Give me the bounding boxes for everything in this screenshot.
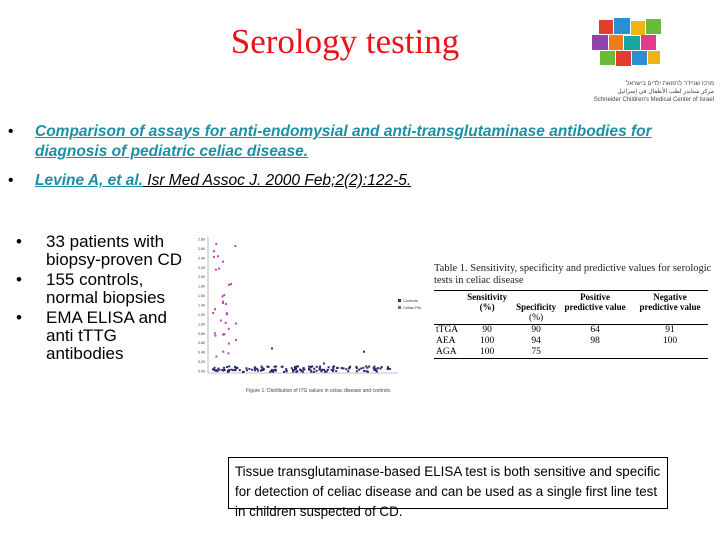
- control-point: [373, 366, 375, 368]
- control-point: [271, 347, 273, 349]
- celiac-point: [222, 261, 224, 263]
- celiac-point: [215, 243, 217, 245]
- table-caption: Table 1. Sensitivity, specificity and predictive values for serologic tests in celiac disease: [434, 263, 712, 286]
- celiac-point: [213, 250, 215, 252]
- celiac-point: [223, 333, 225, 335]
- celiac-point: [215, 269, 217, 271]
- control-point: [336, 367, 338, 369]
- control-point: [222, 370, 224, 372]
- y-tick-label: 1.00: [198, 322, 205, 327]
- control-point: [310, 371, 312, 373]
- celiac-point: [214, 308, 216, 310]
- control-point: [266, 366, 268, 368]
- control-point: [261, 366, 263, 368]
- results-table: [434, 290, 708, 359]
- control-point: [294, 366, 296, 368]
- logo-caption: מרכז שניידר לרפואת ילדים בישראל مركز شنايدر لطب الأطفال في إسرائيل Schneider Children's Medical Center of Israel: [593, 81, 714, 103]
- study-bullet: • EMA ELISA and anti tTTG antibodies: [16, 308, 167, 363]
- control-point: [245, 367, 247, 369]
- control-point: [335, 370, 337, 372]
- ttg-scatter-plot: [183, 233, 422, 403]
- control-point: [233, 369, 235, 371]
- study-bullet: • 33 patients with biopsy-proven CD: [16, 232, 183, 269]
- control-point: [316, 370, 318, 372]
- celiac-point: [226, 313, 228, 315]
- control-point: [332, 370, 334, 372]
- control-point: [332, 368, 334, 370]
- legend: [398, 298, 421, 310]
- table-row: tTGA 90 90 64 91: [436, 325, 675, 335]
- control-point: [320, 370, 322, 372]
- results-table-figure: [434, 263, 714, 359]
- control-point: [275, 365, 277, 367]
- control-point: [239, 369, 241, 371]
- control-point: [286, 370, 288, 372]
- celiac-point: [214, 332, 216, 334]
- y-tick-label: 0.20: [198, 360, 205, 365]
- y-tick-label: 1.60: [198, 294, 205, 299]
- celiac-point: [228, 328, 230, 330]
- control-point: [281, 366, 283, 368]
- control-point: [376, 370, 378, 372]
- control-point: [328, 366, 330, 368]
- celiac-point: [230, 283, 232, 285]
- celiac-point: [225, 322, 227, 324]
- control-point: [272, 371, 274, 373]
- control-point: [360, 368, 362, 370]
- control-point: [308, 366, 310, 368]
- y-tick-label: 2.40: [198, 256, 205, 261]
- control-point: [356, 367, 358, 369]
- celiac-point: [235, 339, 237, 341]
- control-point: [358, 369, 360, 371]
- control-point: [246, 369, 248, 371]
- control-point: [292, 371, 294, 373]
- celiac-point: [222, 302, 224, 304]
- control-point: [387, 366, 389, 368]
- author-link[interactable]: Levine A, et al.: [35, 172, 143, 189]
- celiac-point: [228, 343, 230, 345]
- control-point: [389, 368, 391, 370]
- control-point: [377, 367, 379, 369]
- celiac-point: [215, 356, 217, 358]
- control-point: [362, 367, 364, 369]
- control-point: [223, 367, 225, 369]
- control-point: [254, 367, 256, 369]
- table-row: AEA 100 94 98 100: [436, 336, 678, 346]
- y-tick-label: 2.80: [198, 237, 205, 242]
- control-point: [301, 370, 303, 372]
- table-header: Negative predictive value: [639, 292, 701, 312]
- control-point: [214, 370, 216, 372]
- control-point: [273, 369, 275, 371]
- control-point: [231, 369, 233, 371]
- celiac-point: [222, 351, 224, 353]
- control-point: [327, 369, 329, 371]
- study-bullets: [14, 233, 184, 365]
- table-header: Sensitivity (%): [467, 292, 508, 312]
- reference-bullet-citation: • Levine A, et al. Isr Med Assoc J. 2000 Feb;2(2):122-5.: [8, 172, 412, 189]
- control-point: [363, 351, 365, 353]
- control-point: [319, 367, 321, 369]
- control-point: [254, 369, 256, 371]
- y-tick-label: 1.80: [198, 284, 205, 289]
- control-point: [313, 368, 315, 370]
- y-tick-label: 0.40: [198, 350, 205, 355]
- control-point: [236, 367, 238, 369]
- control-point: [356, 370, 358, 372]
- control-point: [228, 365, 230, 367]
- control-point: [374, 369, 376, 371]
- table-header: Positive predictive value: [564, 292, 626, 312]
- table-subheader: (%): [528, 313, 544, 323]
- y-tick-label: 0.60: [198, 341, 205, 346]
- control-point: [323, 369, 325, 371]
- celiac-point: [212, 312, 214, 314]
- control-point: [319, 366, 321, 368]
- control-point: [368, 366, 370, 368]
- celiac-point: [213, 256, 215, 258]
- celiac-point: [227, 352, 229, 354]
- control-point: [226, 366, 228, 368]
- y-tick-label: 2.60: [198, 246, 205, 251]
- control-point: [349, 366, 351, 368]
- control-point: [275, 370, 277, 372]
- control-point: [311, 365, 313, 367]
- celiac-point: [225, 303, 227, 305]
- control-point: [242, 371, 244, 373]
- control-point: [323, 363, 325, 365]
- control-point: [347, 370, 349, 372]
- legend-controls: Controls: [403, 298, 418, 303]
- reference-bullets: [8, 122, 708, 200]
- control-point: [295, 368, 297, 370]
- y-tick-label: 0.00: [198, 369, 205, 374]
- figure-caption: Figure 1: Distribution of tTG values in celiac disease and controls.: [246, 388, 392, 394]
- control-point: [283, 371, 285, 373]
- control-point: [345, 368, 347, 370]
- control-point: [324, 371, 326, 373]
- y-tick-label: 0.80: [198, 331, 205, 336]
- celiac-point: [223, 294, 225, 296]
- control-point: [302, 368, 304, 370]
- legend-celiac: Celiac Pts: [403, 305, 422, 310]
- control-point: [248, 368, 250, 370]
- control-point: [227, 370, 229, 372]
- control-point: [366, 367, 368, 369]
- control-point: [333, 365, 335, 367]
- control-point: [291, 367, 293, 369]
- control-point: [341, 367, 343, 369]
- control-point: [308, 368, 310, 370]
- reference-bullet-title: • Comparison of assays for anti-endomysial and anti-transglutaminase antibodies for diagnosis of pediatric celiac disease.: [8, 123, 652, 160]
- control-point: [234, 369, 236, 371]
- control-point: [251, 369, 253, 371]
- control-point: [256, 368, 258, 370]
- celiac-point: [228, 284, 230, 286]
- article-title-link[interactable]: Comparison of assays for anti-endomysial and anti-transglutaminase antibodies for diagnosis of pediatric celiac disease.: [35, 123, 652, 160]
- celiac-point: [221, 295, 223, 297]
- control-point: [270, 370, 272, 372]
- celiac-point: [214, 335, 216, 337]
- citation-text[interactable]: Levine A, et al. Isr Med Assoc J. 2000 Feb;2(2):122-5.: [35, 172, 412, 189]
- y-tick-label: 1.20: [198, 312, 205, 317]
- celiac-point: [218, 268, 220, 270]
- control-point: [297, 365, 299, 367]
- celiac-point: [217, 255, 219, 257]
- table-row: AGA 100 75: [434, 347, 708, 359]
- control-point: [316, 366, 318, 368]
- celiac-point: [234, 245, 236, 247]
- control-point: [212, 368, 214, 370]
- control-point: [218, 369, 220, 371]
- celiac-point: [220, 319, 222, 321]
- control-point: [262, 368, 264, 370]
- study-bullet: • 155 controls, normal biopsies: [16, 270, 166, 307]
- table-header: [434, 291, 460, 314]
- control-point: [379, 367, 381, 369]
- celiac-point: [235, 323, 237, 325]
- slide-title: Serology testing: [230, 22, 460, 61]
- y-tick-label: 2.00: [198, 275, 205, 280]
- control-point: [363, 370, 365, 372]
- y-tick-label: 1.40: [198, 303, 205, 308]
- table-header: Specificity: [516, 302, 557, 312]
- control-point: [367, 371, 369, 373]
- control-point: [295, 371, 297, 373]
- control-point: [342, 367, 344, 369]
- y-tick-label: 2.20: [198, 265, 205, 270]
- conclusion-box: Tissue transglutaminase-based ELISA test is both sensitive and specific for detection of celiac disease and can be used as a single first line test in children suspected of CD.: [228, 457, 668, 509]
- control-point: [313, 371, 315, 373]
